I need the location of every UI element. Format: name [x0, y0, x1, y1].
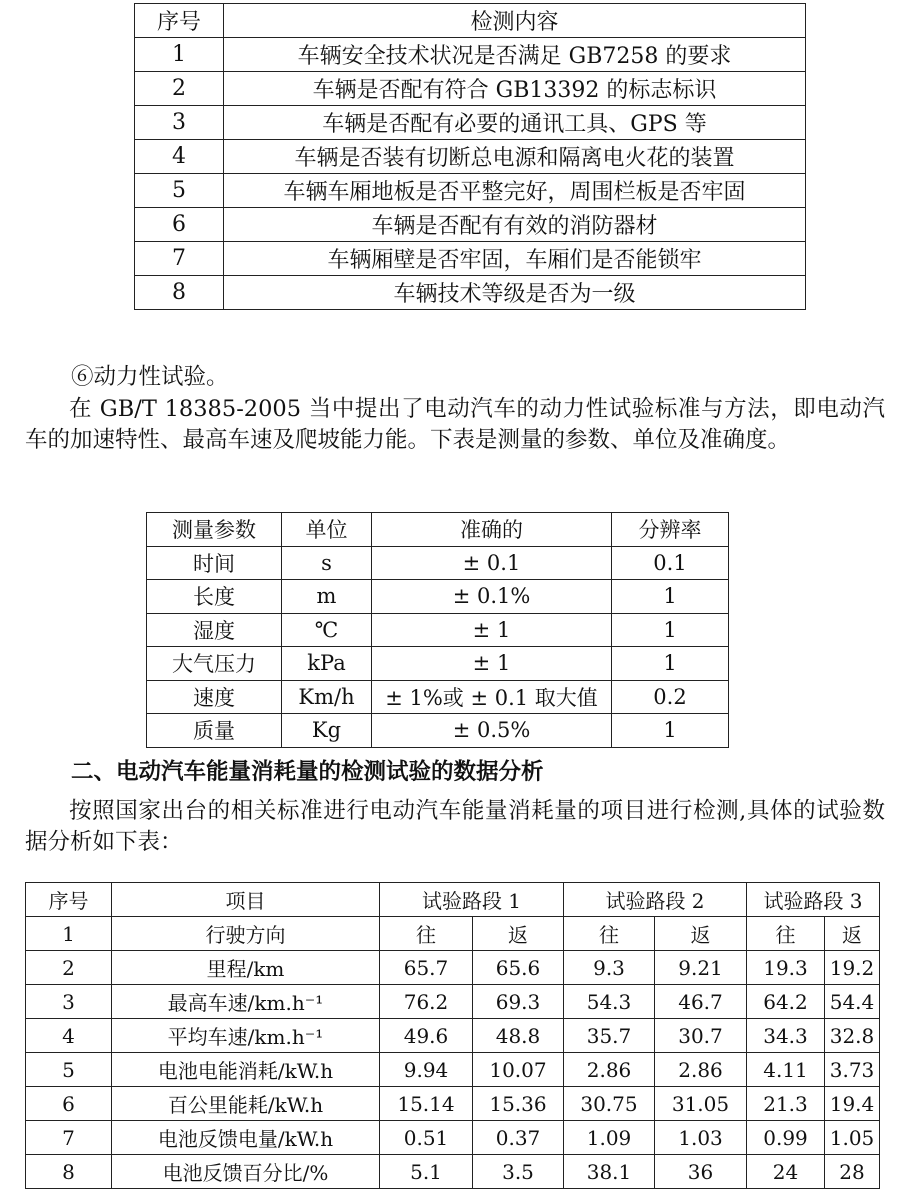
- table-row: [26, 1155, 880, 1189]
- table-cell: Kg: [282, 714, 372, 748]
- header-cell: 序号: [26, 883, 112, 917]
- table-cell: 48.8: [473, 1019, 564, 1053]
- table-cell: 31.05: [655, 1087, 747, 1121]
- table-row: [147, 580, 729, 614]
- table-row: [26, 985, 880, 1019]
- header-cell: 项目: [112, 883, 380, 917]
- table-row: [135, 208, 806, 242]
- energy-table-body: [26, 883, 880, 1189]
- table-cell: 46.7: [655, 985, 747, 1019]
- header-cell: 分辨率: [612, 513, 729, 547]
- table-cell: 5: [135, 174, 224, 208]
- table-cell: 54.3: [564, 985, 655, 1019]
- table-cell: 车辆厢壁是否牢固，车厢们是否能锁牢: [224, 242, 806, 276]
- inspection-table-body: [135, 4, 806, 310]
- table-row: [135, 276, 806, 310]
- table-cell: 24: [747, 1155, 825, 1189]
- table-cell: 9.21: [655, 951, 747, 985]
- paragraph-2: 按照国家出台的相关标准进行电动汽车能量消耗量的项目进行检测,具体的试验数据分析如下表：: [25, 798, 885, 855]
- header-cell: 检测内容: [224, 4, 806, 38]
- table-cell: 35.7: [564, 1019, 655, 1053]
- table-cell: 里程/km: [112, 951, 380, 985]
- table-cell: ± 0.5%: [372, 714, 612, 748]
- table-cell: 3: [26, 985, 112, 1019]
- table-cell: 1: [26, 917, 112, 951]
- table-cell: 1: [135, 38, 224, 72]
- table-cell: 15.36: [473, 1087, 564, 1121]
- table-cell: 平均车速/km.h⁻¹: [112, 1019, 380, 1053]
- table-row: [26, 917, 880, 951]
- table-cell: 返: [473, 917, 564, 951]
- table-cell: 7: [26, 1121, 112, 1155]
- table-cell: 1: [612, 613, 729, 647]
- energy-table: [25, 882, 880, 1189]
- table-row: [135, 140, 806, 174]
- table-cell: ± 1: [372, 613, 612, 647]
- table-cell: 6: [135, 208, 224, 242]
- table-cell: 电池反馈电量/kW.h: [112, 1121, 380, 1155]
- table-cell: Km/h: [282, 680, 372, 714]
- table-cell: 19.2: [825, 951, 880, 985]
- table-cell: 21.3: [747, 1087, 825, 1121]
- table-cell: m: [282, 580, 372, 614]
- table-cell: 速度: [147, 680, 282, 714]
- table-cell: 2.86: [564, 1053, 655, 1087]
- table-cell: ℃: [282, 613, 372, 647]
- table-cell: 0.37: [473, 1121, 564, 1155]
- table-cell: 0.2: [612, 680, 729, 714]
- table-cell: 8: [135, 276, 224, 310]
- table-cell: 8: [26, 1155, 112, 1189]
- table-row: [135, 38, 806, 72]
- table-row: [135, 242, 806, 276]
- table-cell: 电池电能消耗/kW.h: [112, 1053, 380, 1087]
- table-cell: 车辆安全技术状况是否满足 GB7258 的要求: [224, 38, 806, 72]
- table-cell: 5: [26, 1053, 112, 1087]
- table-cell: 36: [655, 1155, 747, 1189]
- table-row: [26, 1087, 880, 1121]
- header-cell: 试验路段 1: [380, 883, 564, 917]
- table-cell: 64.2: [747, 985, 825, 1019]
- table-row: [26, 1053, 880, 1087]
- table-cell: 电池反馈百分比/%: [112, 1155, 380, 1189]
- table-header-row: [26, 883, 880, 917]
- table-cell: 49.6: [380, 1019, 473, 1053]
- table-cell: 往: [747, 917, 825, 951]
- table-cell: 19.4: [825, 1087, 880, 1121]
- measurement-table-body: [147, 513, 729, 748]
- table-cell: ± 1%或 ± 0.1 取大值: [372, 680, 612, 714]
- table-cell: 2: [135, 72, 224, 106]
- table-cell: 34.3: [747, 1019, 825, 1053]
- table-cell: 32.8: [825, 1019, 880, 1053]
- table-cell: 7: [135, 242, 224, 276]
- table-row: [26, 1121, 880, 1155]
- table-cell: 1: [612, 647, 729, 681]
- header-cell: 准确的: [372, 513, 612, 547]
- table-cell: 54.4: [825, 985, 880, 1019]
- table-cell: 6: [26, 1087, 112, 1121]
- table-cell: 返: [655, 917, 747, 951]
- table-cell: 湿度: [147, 613, 282, 647]
- table-cell: 69.3: [473, 985, 564, 1019]
- table-row: [135, 72, 806, 106]
- table-cell: 1: [612, 580, 729, 614]
- table-cell: 0.51: [380, 1121, 473, 1155]
- table-cell: 15.14: [380, 1087, 473, 1121]
- table-cell: 最高车速/km.h⁻¹: [112, 985, 380, 1019]
- table-cell: 30.7: [655, 1019, 747, 1053]
- table-cell: 4.11: [747, 1053, 825, 1087]
- table-row: [26, 951, 880, 985]
- table-cell: 38.1: [564, 1155, 655, 1189]
- table-cell: 2: [26, 951, 112, 985]
- section-heading: 二、电动汽车能量消耗量的检测试验的数据分析: [71, 759, 544, 785]
- table-cell: 车辆是否装有切断总电源和隔离电火花的装置: [224, 140, 806, 174]
- table-cell: 大气压力: [147, 647, 282, 681]
- section-item: ⑥动力性试验。: [71, 364, 229, 390]
- header-cell: 测量参数: [147, 513, 282, 547]
- table-cell: 4: [135, 140, 224, 174]
- table-cell: 9.3: [564, 951, 655, 985]
- table-cell: 65.6: [473, 951, 564, 985]
- table-cell: 3.5: [473, 1155, 564, 1189]
- table-cell: 质量: [147, 714, 282, 748]
- table-cell: 1.09: [564, 1121, 655, 1155]
- table-cell: ± 0.1: [372, 546, 612, 580]
- table-cell: 10.07: [473, 1053, 564, 1087]
- header-cell: 试验路段 2: [564, 883, 747, 917]
- table-cell: 1: [612, 714, 729, 748]
- table-row: [26, 1019, 880, 1053]
- table-cell: 返: [825, 917, 880, 951]
- table-cell: 30.75: [564, 1087, 655, 1121]
- table-row: [147, 647, 729, 681]
- table-header-row: [135, 4, 806, 38]
- table-cell: 76.2: [380, 985, 473, 1019]
- table-cell: ± 0.1%: [372, 580, 612, 614]
- table-cell: 车辆是否配有必要的通讯工具、GPS 等: [224, 106, 806, 140]
- table-row: [147, 714, 729, 748]
- table-cell: 3.73: [825, 1053, 880, 1087]
- table-cell: 65.7: [380, 951, 473, 985]
- table-cell: 1.03: [655, 1121, 747, 1155]
- table-cell: 3: [135, 106, 224, 140]
- table-cell: 往: [564, 917, 655, 951]
- table-cell: 车辆车厢地板是否平整完好，周围栏板是否牢固: [224, 174, 806, 208]
- inspection-table: [134, 3, 806, 310]
- table-cell: 2.86: [655, 1053, 747, 1087]
- table-cell: 行驶方向: [112, 917, 380, 951]
- paragraph-1: 在 GB/T 18385-2005 当中提出了电动汽车的动力性试验标准与方法，即电动汽车的加速特性、最高车速及爬坡能力能。下表是测量的参数、单位及准确度。: [25, 396, 885, 453]
- table-cell: 1.05: [825, 1121, 880, 1155]
- table-cell: 往: [380, 917, 473, 951]
- table-cell: 车辆是否配有符合 GB13392 的标志标识: [224, 72, 806, 106]
- table-cell: 9.94: [380, 1053, 473, 1087]
- table-cell: s: [282, 546, 372, 580]
- table-cell: kPa: [282, 647, 372, 681]
- header-cell: 序号: [135, 4, 224, 38]
- table-cell: 28: [825, 1155, 880, 1189]
- table-cell: 时间: [147, 546, 282, 580]
- header-cell: 单位: [282, 513, 372, 547]
- header-cell: 试验路段 3: [747, 883, 880, 917]
- table-cell: 0.99: [747, 1121, 825, 1155]
- table-cell: 长度: [147, 580, 282, 614]
- table-row: [147, 613, 729, 647]
- table-row: [135, 106, 806, 140]
- table-cell: 19.3: [747, 951, 825, 985]
- table-cell: 4: [26, 1019, 112, 1053]
- table-cell: 0.1: [612, 546, 729, 580]
- measurement-table: [146, 512, 729, 748]
- table-row: [147, 680, 729, 714]
- table-cell: 车辆是否配有有效的消防器材: [224, 208, 806, 242]
- table-header-row: [147, 513, 729, 547]
- table-cell: 百公里能耗/kW.h: [112, 1087, 380, 1121]
- table-cell: ± 1: [372, 647, 612, 681]
- table-row: [135, 174, 806, 208]
- table-row: [147, 546, 729, 580]
- table-cell: 车辆技术等级是否为一级: [224, 276, 806, 310]
- table-cell: 5.1: [380, 1155, 473, 1189]
